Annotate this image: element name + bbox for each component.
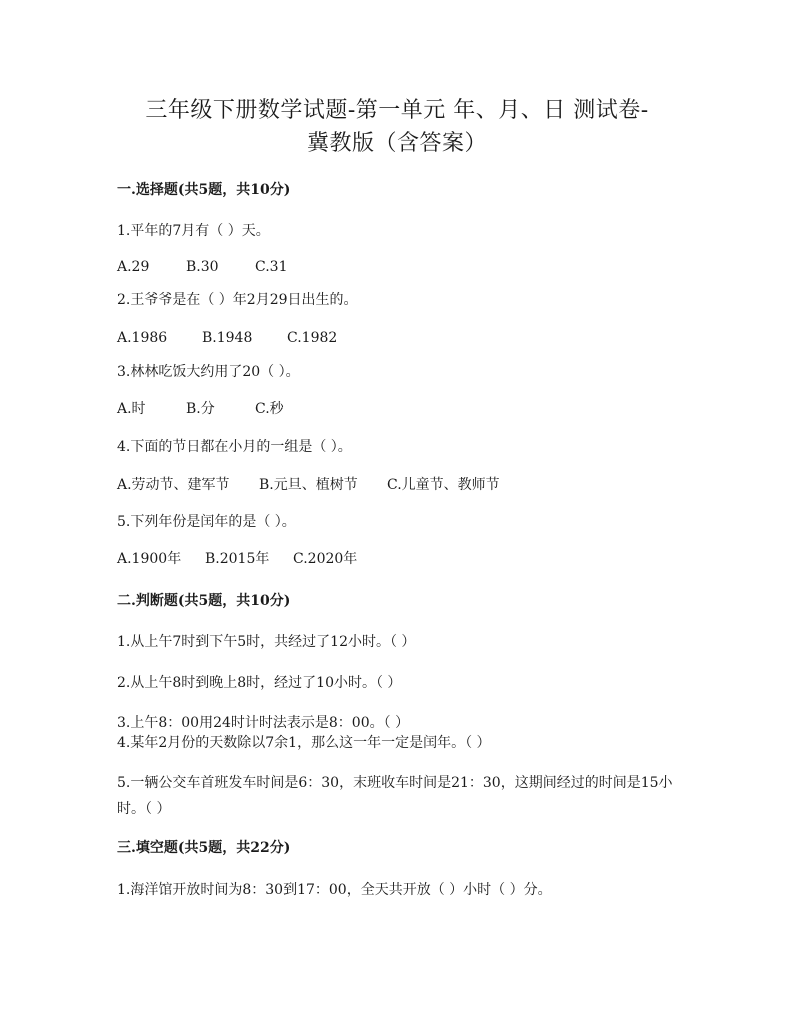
document-title-line1: 三年级下册数学试题-第一单元 年、月、日 测试卷- xyxy=(145,98,649,123)
question-2-5: 5.一辆公交车首班发车时间是6：30，末班收车时间是21：30，这期间经过的时间是15小时。（ ） xyxy=(117,775,673,817)
question-2-1: 1.从上午7时到下午5时，共经过了12小时。（ ） xyxy=(117,634,416,650)
option-b: B.分 xyxy=(186,401,215,417)
option-a: A.时 xyxy=(117,401,146,417)
option-c: C.31 xyxy=(255,259,288,275)
question-2-2: 2.从上午8时到晚上8时，经过了10小时。（ ） xyxy=(117,675,402,691)
options-1-3 xyxy=(117,399,284,419)
section-heading-judge: 二.判断题(共5题，共10分) xyxy=(117,593,291,609)
option-c: C.秒 xyxy=(255,401,284,417)
question-1-2: 2.王爷爷是在（ ）年2月29日出生的。 xyxy=(117,292,358,308)
options-1-5 xyxy=(117,549,357,569)
question-1-5: 5.下列年份是闰年的是（ ）。 xyxy=(117,514,296,530)
option-a: A.1900年 xyxy=(117,551,182,567)
options-1-1 xyxy=(117,257,287,277)
option-b: B.2015年 xyxy=(205,551,270,567)
option-c: C.1982 xyxy=(287,330,338,346)
option-b: B.元旦、植树节 xyxy=(259,477,358,493)
question-1-3: 3.林林吃饭大约用了20（ ）。 xyxy=(117,364,300,380)
option-c: C.儿童节、教师节 xyxy=(387,477,500,493)
option-c: C.2020年 xyxy=(293,551,358,567)
option-b: B.30 xyxy=(186,259,219,275)
option-a: A.29 xyxy=(117,259,150,275)
options-1-2 xyxy=(117,328,337,348)
section-heading-fill: 三.填空题(共5题，共22分) xyxy=(117,840,291,856)
option-a: A.1986 xyxy=(117,330,168,346)
section-heading-choice: 一.选择题(共5题，共10分) xyxy=(117,182,291,198)
question-3-1: 1.海洋馆开放时间为8：30到17：00，全天共开放（ ）小时（ ）分。 xyxy=(117,882,552,898)
question-2-4: 4.某年2月份的天数除以7余1，那么这一年一定是闰年。（ ） xyxy=(117,735,491,751)
option-a: A.劳动节、建军节 xyxy=(117,477,230,493)
question-1-4: 4.下面的节日都在小月的一组是（ ）。 xyxy=(117,439,352,455)
document-title-line2: 冀教版（含答案） xyxy=(306,131,487,156)
options-1-4 xyxy=(117,475,500,495)
question-1-1: 1.平年的7月有（ ）天。 xyxy=(117,223,270,239)
question-2-3: 3.上午8：00用24时计时法表示是8：00。（ ） xyxy=(117,715,410,731)
option-b: B.1948 xyxy=(202,330,253,346)
